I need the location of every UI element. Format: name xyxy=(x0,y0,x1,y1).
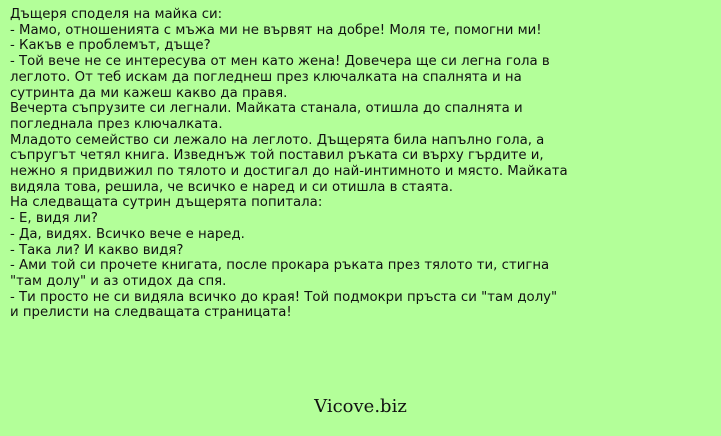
site-name: Vicove.biz xyxy=(314,396,407,417)
story-line: На следващата сутрин дъщерята попитала: xyxy=(10,195,323,211)
story-line: Вечерта съпрузите си легнали. Майката станала, отишла до спалнята и xyxy=(10,101,523,117)
story-line: "там долу" и аз отидох да спя. xyxy=(10,273,227,289)
story-line: - Така ли? И какво видя? xyxy=(10,242,184,258)
story-line: Младото семейство си лежало на леглото. Дъщерята била напълно гола, а xyxy=(10,132,545,148)
story-line: сутринта да ми кажеш какво да правя. xyxy=(10,85,288,101)
story-line: Дъщеря споделя на майка си: xyxy=(10,7,223,22)
story-line: нежно я придвижил по тялото и достигал до най-интимното и място. Майката xyxy=(10,164,568,180)
story-line: - Да, видях. Всичко вече е наред. xyxy=(10,226,245,242)
story-line: леглото. От теб искам да погледнеш през ключалката на спалнята и на xyxy=(10,69,522,85)
joke-text xyxy=(10,7,715,321)
story-line: - Е, видя ли? xyxy=(10,211,98,227)
story-line: видяла това, решила, че всичко е наред и си отишла в стаята. xyxy=(10,179,453,195)
story-line: и прелисти на следващата страницата! xyxy=(10,305,292,321)
story-line: съпругът четял книга. Изведнъж той поставил ръката си върху гърдите и, xyxy=(10,148,544,164)
story-line: погледнала през ключалката. xyxy=(10,116,223,132)
story-line: - Той вече не се интересува от мен като жена! Довечера ще си легна гола в xyxy=(10,54,550,70)
story-line: - Мамо, отношенията с мъжа ми не вървят на добре! Моля те, помогни ми! xyxy=(10,22,542,38)
story-line: - Ти просто не си видяла всичко до края! Той подмокри пръста си "там долу" xyxy=(10,289,558,305)
story-line: - Какъв е проблемът, дъще? xyxy=(10,38,211,54)
story-line: - Ами той си прочете книгата, после прокара ръката през тялото ти, стигна xyxy=(10,258,550,274)
